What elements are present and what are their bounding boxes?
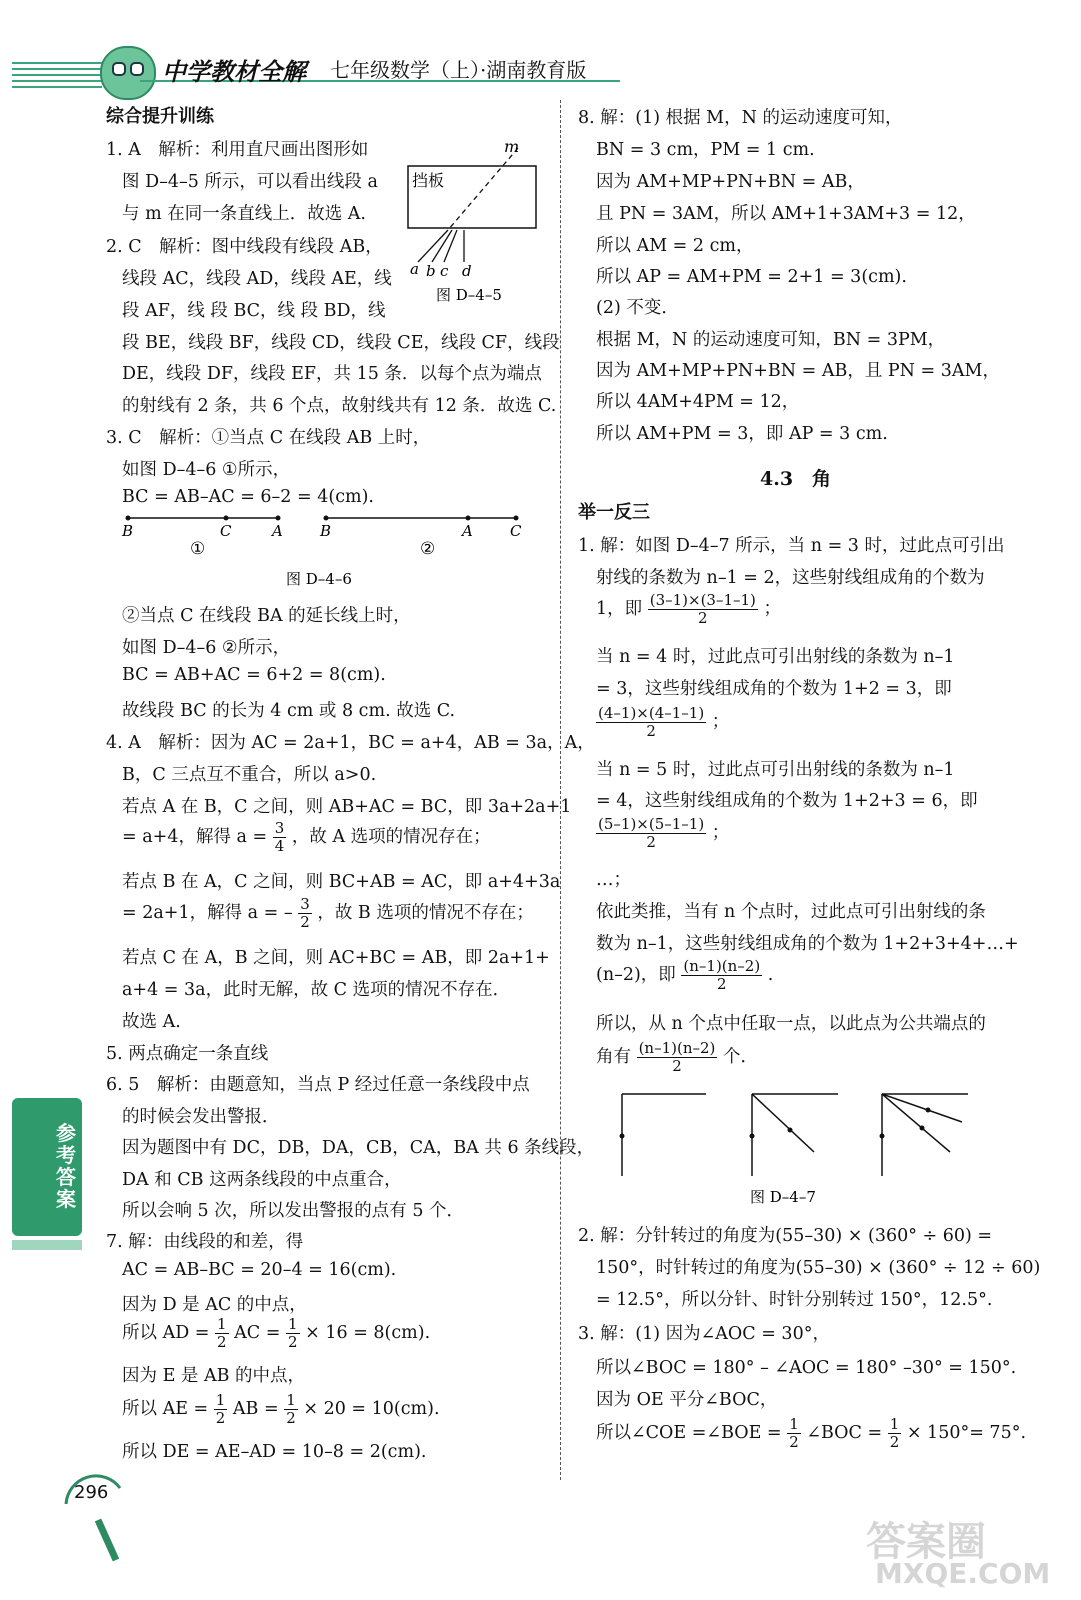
side-tab-label: 参考答案 (56, 1121, 76, 1211)
answer-line: 所以 AP = AM+PM = 2+1 = 3(cm). (596, 267, 907, 287)
numerator: 1 (288, 1315, 298, 1333)
watermark-url: MXQE.COM (875, 1557, 1051, 1590)
answer-line: 因为 AM+MP+PN+BN = AB，且 PN = 3AM， (596, 361, 1000, 381)
answer-line: 如图 D–4–6 ②所示， (122, 638, 291, 658)
angle-diagram-n5 (880, 1094, 969, 1176)
answer-line: 射线的条数为 n–1 = 2，这些射线组成角的个数为 (596, 568, 985, 588)
page-number: 296 (74, 1482, 109, 1503)
fraction (787, 1416, 801, 1451)
text: ∠BOC = (806, 1423, 883, 1443)
answer-line: a+4 = 3a，此时无解，故 C 选项的情况不存在． (122, 980, 511, 1000)
answer-line: 与 m 在同一条直线上．故选 A. (122, 204, 366, 224)
label-a: a (410, 260, 419, 278)
answer-line: 故选 A. (122, 1012, 181, 1032)
denominator: 2 (217, 1333, 227, 1351)
ray (752, 1094, 814, 1152)
denominator: 2 (889, 1433, 900, 1451)
answer-line: 段 BE，线段 BF，线段 CD，线段 CE，线段 CF，线段 (122, 333, 560, 353)
section-title: 4.3 角 (760, 468, 832, 490)
text: 个． (722, 1047, 758, 1067)
answer-line: ②当点 C 在线段 BA 的延长线上时， (122, 606, 411, 626)
answer-line: 所以，从 n 个点中任取一点，以此点为公共端点的 (596, 1014, 986, 1034)
fraction (888, 1416, 902, 1451)
ray (882, 1094, 962, 1122)
answer-line: 8. 解：(1) 根据 M，N 的运动速度可知， (578, 108, 903, 128)
fraction (681, 958, 762, 993)
answer-line (596, 816, 729, 851)
label-one: ① (190, 539, 206, 559)
answer-line: 图 D–4–5 所示，可以看出线段 a (122, 172, 378, 192)
fraction (596, 816, 706, 851)
label-b: b (426, 262, 436, 280)
numerator: (5–1)×(5–1–1) (598, 815, 705, 833)
section-heading: 综合提升训练 (106, 106, 214, 127)
text: 所以 AD = (122, 1323, 210, 1343)
answer-line: 根据 M，N 的运动速度可知，BN = 3PM， (596, 330, 946, 350)
answer-line: 数为 n–1，这些射线组成角的个数为 1+2+3+4+…+ (596, 934, 1019, 954)
numerator: 3 (274, 819, 285, 837)
text: = 2a+1，解得 a = – (122, 903, 293, 923)
text: 所以 AE = (122, 1399, 209, 1419)
fraction (648, 592, 758, 627)
answer-line: BC = AB+AC = 6+2 = 8(cm). (122, 665, 386, 685)
numerator: 1 (217, 1315, 227, 1333)
point (620, 1134, 625, 1139)
answer-line: 6. 5 解析：由题意知，当点 P 经过任意一条线段中点 (106, 1075, 530, 1095)
answer-line: 2. 解：分针转过的角度为(55–30) × (360° ÷ 60) = (578, 1226, 993, 1246)
answer-line (596, 1040, 758, 1075)
answer-line: 所以 4AM+4PM = 12， (596, 392, 800, 412)
answer-line: 线段 AC，线段 AD，线段 AE，线 (122, 269, 392, 289)
point (920, 1126, 925, 1131)
text: . (767, 965, 774, 985)
text: × 16 = 8(cm). (305, 1323, 431, 1343)
answer-line (596, 1416, 1026, 1451)
answer-line: DE，线段 DF，线段 EF，共 15 条．以每个点为端点 (122, 364, 542, 384)
answer-line: 当 n = 5 时，过此点可引出射线的条数为 n–1 (596, 760, 955, 780)
numerator: (3–1)×(3–1–1) (649, 591, 756, 609)
answer-line: 依此类推，当有 n 个点时，过此点可引出射线的条 (596, 902, 986, 922)
label-m: m (504, 138, 520, 156)
answer-line: 3. C 解析：①当点 C 在线段 AB 上时， (106, 428, 431, 448)
text: 1，即 (596, 599, 643, 619)
label-b: B (122, 522, 134, 540)
answer-line: = 4，这些射线组成角的个数为 1+2+3 = 6，即 (596, 791, 978, 811)
answer-line: DA 和 CB 这两条线段的中点重合， (122, 1170, 402, 1190)
figure-d-4-7 (610, 1088, 980, 1210)
denominator: 2 (672, 1057, 682, 1075)
answer-line: = 3，这些射线组成角的个数为 1+2 = 3，即 (596, 679, 952, 699)
answer-line: 7. 解：由线段的和差，得 (106, 1232, 304, 1252)
point (750, 1134, 755, 1139)
fraction (596, 705, 706, 740)
denominator: 2 (789, 1433, 799, 1451)
text: ； (711, 823, 730, 843)
denominator: 2 (646, 833, 656, 851)
point (880, 1134, 885, 1139)
text: ，故 B 选项的情况不存在； (317, 903, 534, 923)
denominator: 2 (288, 1333, 298, 1351)
board-label: 挡板 (412, 171, 445, 190)
answer-line (596, 592, 781, 627)
answer-line: 2. C 解析：图中线段有线段 AB， (106, 237, 383, 257)
label-b: B (320, 522, 332, 540)
answer-line: AC = AB–BC = 20–4 = 16(cm). (122, 1260, 397, 1280)
answer-line: 所以∠BOC = 180° – ∠AOC = 180° –30° = 150°. (596, 1358, 1017, 1378)
answer-line: 因为题图中有 DC，DB，DA，CB，CA，BA 共 6 条线段， (122, 1138, 595, 1158)
answer-line: 因为 AM+MP+PN+BN = AB， (596, 172, 865, 192)
label-c: C (220, 522, 232, 540)
denominator: 2 (646, 722, 656, 740)
numerator: (n–1)(n–2) (683, 957, 761, 975)
text: ，故 A 选项的情况存在； (291, 827, 491, 847)
answer-line: 当 n = 4 时，过此点可引出射线的条数为 n–1 (596, 647, 955, 667)
text: × 150°= 75°. (906, 1423, 1027, 1443)
text: = a+4，解得 a = (122, 827, 268, 847)
label-c: c (440, 262, 449, 280)
label-a: A (462, 522, 473, 540)
label-c: C (510, 522, 522, 540)
figure-caption: 图 D–4–6 (286, 570, 352, 588)
denominator: 4 (274, 837, 285, 855)
answer-line: 故线段 BC 的长为 4 cm 或 8 cm. 故选 C. (122, 701, 456, 721)
answer-line: BN = 3 cm，PM = 1 cm. (596, 140, 815, 160)
answer-line: 因为 OE 平分∠BOC， (596, 1390, 778, 1410)
answer-line: …； (596, 870, 631, 890)
answer-line: 且 PN = 3AM，所以 AM+1+3AM+3 = 12， (596, 204, 976, 224)
text: 角有 (596, 1047, 631, 1067)
answer-line: = 12.5°，所以分针、时针分别转过 150°，12.5°. (596, 1290, 993, 1310)
numerator: 3 (300, 895, 310, 913)
answer-line: 1. 解：如图 D–4–7 所示，当 n = 3 时，过此点可引出 (578, 536, 1005, 556)
point (788, 1128, 793, 1133)
text: AC = (234, 1323, 281, 1343)
answer-line: 所以 AM = 2 cm， (596, 236, 754, 256)
side-tab (12, 1098, 82, 1236)
answer-line: 4. A 解析：因为 AC = 2a+1，BC = a+4，AB = 3a，A， (106, 733, 595, 753)
answer-line: 因为 D 是 AC 的中点， (122, 1295, 307, 1315)
text: 所以∠COE =∠BOE = (596, 1423, 782, 1443)
answer-line: 所以会响 5 次，所以发出警报的点有 5 个． (122, 1201, 465, 1221)
text: (n–2)，即 (596, 965, 676, 985)
point (926, 1108, 931, 1113)
answer-line: 5. 两点确定一条直线 (106, 1044, 269, 1064)
answer-line: 段 AF，线 段 BC，线 段 BD，线 (122, 301, 386, 321)
numerator: (4–1)×(4–1–1) (598, 704, 705, 722)
subsection-heading: 举一反三 (578, 502, 650, 523)
answer-line: BC = AB–AC = 6–2 = 4(cm). (122, 487, 374, 507)
answer-line (596, 705, 729, 740)
text: ； (711, 712, 730, 732)
figure-caption: 图 D–4–7 (750, 1188, 816, 1206)
angle-diagram-n4 (750, 1094, 839, 1176)
figure-caption: 图 D–4–5 (436, 286, 502, 304)
answer-line: 1. A 解析：利用直尺画出图形如 (106, 140, 369, 160)
label-a: A (272, 522, 283, 540)
numerator: 1 (215, 1391, 226, 1409)
denominator: 2 (215, 1409, 226, 1427)
answer-line: 150°，时针转过的角度为(55–30) × (360° ÷ 12 ÷ 60) (596, 1258, 1041, 1278)
denominator: 2 (286, 1409, 296, 1427)
answer-line: 若点 A 在 B，C 之间，则 AB+AC = BC，即 3a+2a+1 (122, 797, 572, 817)
answer-line: 所以 DE = AE–AD = 10–8 = 2(cm). (122, 1442, 427, 1462)
answer-line: B，C 三点互不重合，所以 a>0. (122, 765, 377, 785)
answer-line (596, 958, 773, 993)
denominator: 2 (300, 913, 310, 931)
book-title: 中学教材全解 (162, 57, 306, 86)
answer-line: 如图 D–4–6 ①所示， (122, 460, 291, 480)
answer-line: 所以 AM+PM = 3，即 AP = 3 cm. (596, 424, 888, 444)
side-tab-strip (12, 1240, 82, 1250)
answer-line: 3. 解：(1) 因为∠AOC = 30°， (578, 1324, 830, 1344)
answer-line: 若点 C 在 A，B 之间，则 AC+BC = AB，即 2a+1+ (122, 948, 550, 968)
answer-line: (2) 不变． (596, 298, 679, 318)
text: ； (763, 599, 781, 619)
text: AB = (232, 1399, 279, 1419)
numerator: 1 (789, 1415, 799, 1433)
answer-line: 若点 B 在 A，C 之间，则 BC+AB = AC，即 a+4+3a (122, 872, 561, 892)
angle-diagram-n3 (620, 1094, 707, 1176)
ray (882, 1094, 950, 1152)
answer-line: 的射线有 2 条，共 6 个点，故射线共有 12 条．故选 C. (122, 396, 557, 416)
watermark: 答案圈 (866, 1519, 986, 1565)
numerator: (n–1)(n–2) (638, 1039, 716, 1057)
label-d: d (462, 262, 472, 280)
text: × 20 = 10(cm). (303, 1399, 440, 1419)
numerator: 1 (286, 1391, 296, 1409)
fraction (637, 1040, 718, 1075)
book-subtitle: 七年级数学（上）·湖南教育版 (330, 58, 587, 82)
answer-line: 的时候会发出警报． (122, 1107, 280, 1127)
answer-line: 因为 E 是 AB 的中点， (122, 1366, 306, 1386)
denominator: 2 (717, 975, 727, 993)
denominator: 2 (698, 609, 708, 627)
label-two: ② (420, 539, 436, 559)
magnifier-handle (98, 1520, 116, 1560)
numerator: 1 (889, 1415, 900, 1433)
